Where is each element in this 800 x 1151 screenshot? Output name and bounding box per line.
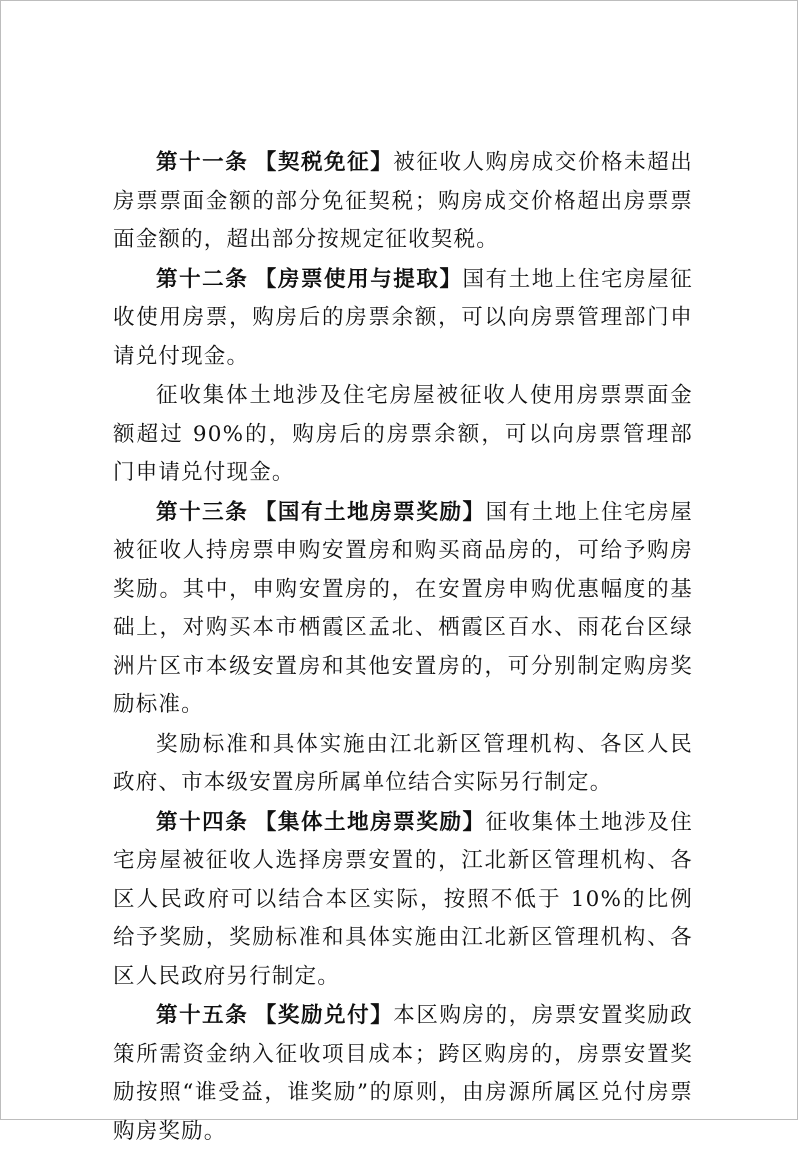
article-11-paragraph bbox=[113, 144, 693, 260]
article-title: 【集体土地房票奖励】 bbox=[254, 809, 486, 835]
article-text: 征收集体土地涉及住宅房屋被征收人选择房票安置的，江北新区管理机构、各区人民政府可以结合本区实际，按照不低于 10%的比例给予奖励，奖励标准和具体实施由江北新区管理机构、各区人民政府另行制定。 bbox=[113, 809, 693, 989]
article-text: 征收集体土地涉及住宅房屋被征收人使用房票票面金额超过 90%的，购房后的房票余额，可以向房票管理部门申请兑付现金。 bbox=[113, 383, 693, 485]
article-12-paragraph bbox=[113, 261, 693, 377]
document-body bbox=[113, 144, 693, 1151]
article-title: 【国有土地房票奖励】 bbox=[254, 499, 486, 525]
article-text: 本区购房的，房票安置奖励政策所需资金纳入征收项目成本；跨区购房的，房票安置奖励按照“谁受益，谁奖励”的原则，由房源所属区兑付房票购房奖励。 bbox=[113, 1003, 694, 1144]
article-13-paragraph bbox=[113, 494, 693, 725]
article-text: 被征收人购房成交价格未超出房票票面金额的部分免征契税；购房成交价格超出房票票面金额的，超出部分按规定征收契税。 bbox=[113, 150, 694, 252]
article-number: 第十二条 bbox=[156, 266, 249, 292]
article-number: 第十三条 bbox=[156, 499, 249, 525]
article-title: 【奖励兑付】 bbox=[254, 1003, 394, 1028]
article-14-paragraph bbox=[113, 804, 693, 997]
article-title: 【房票使用与提取】 bbox=[254, 266, 463, 292]
article-13-paragraph-2 bbox=[113, 726, 693, 803]
article-15-paragraph bbox=[113, 997, 693, 1151]
article-text: 奖励标准和具体实施由江北新区管理机构、各区人民政府、市本级安置房所属单位结合实际另行制定。 bbox=[113, 731, 693, 795]
article-text: 国有土地上住宅房屋被征收人持房票申购安置房和购买商品房的，可给予购房奖励。其中，申购安置房的，在安置房申购优惠幅度的基础上，对购买本市栖霞区孟北、栖霞区百水、雨花台区绿洲片区市本级安置房和其他安置房的，可分别制定购房奖励标准。 bbox=[113, 499, 693, 717]
article-number: 第十一条 bbox=[156, 150, 249, 175]
article-number: 第十五条 bbox=[156, 1003, 249, 1028]
article-12-paragraph-2 bbox=[113, 377, 693, 493]
article-text: 国有土地上住宅房屋征收使用房票，购房后的房票余额，可以向房票管理部门申请兑付现金。 bbox=[113, 266, 693, 369]
article-number: 第十四条 bbox=[156, 809, 249, 835]
article-title: 【契税免征】 bbox=[254, 150, 394, 175]
